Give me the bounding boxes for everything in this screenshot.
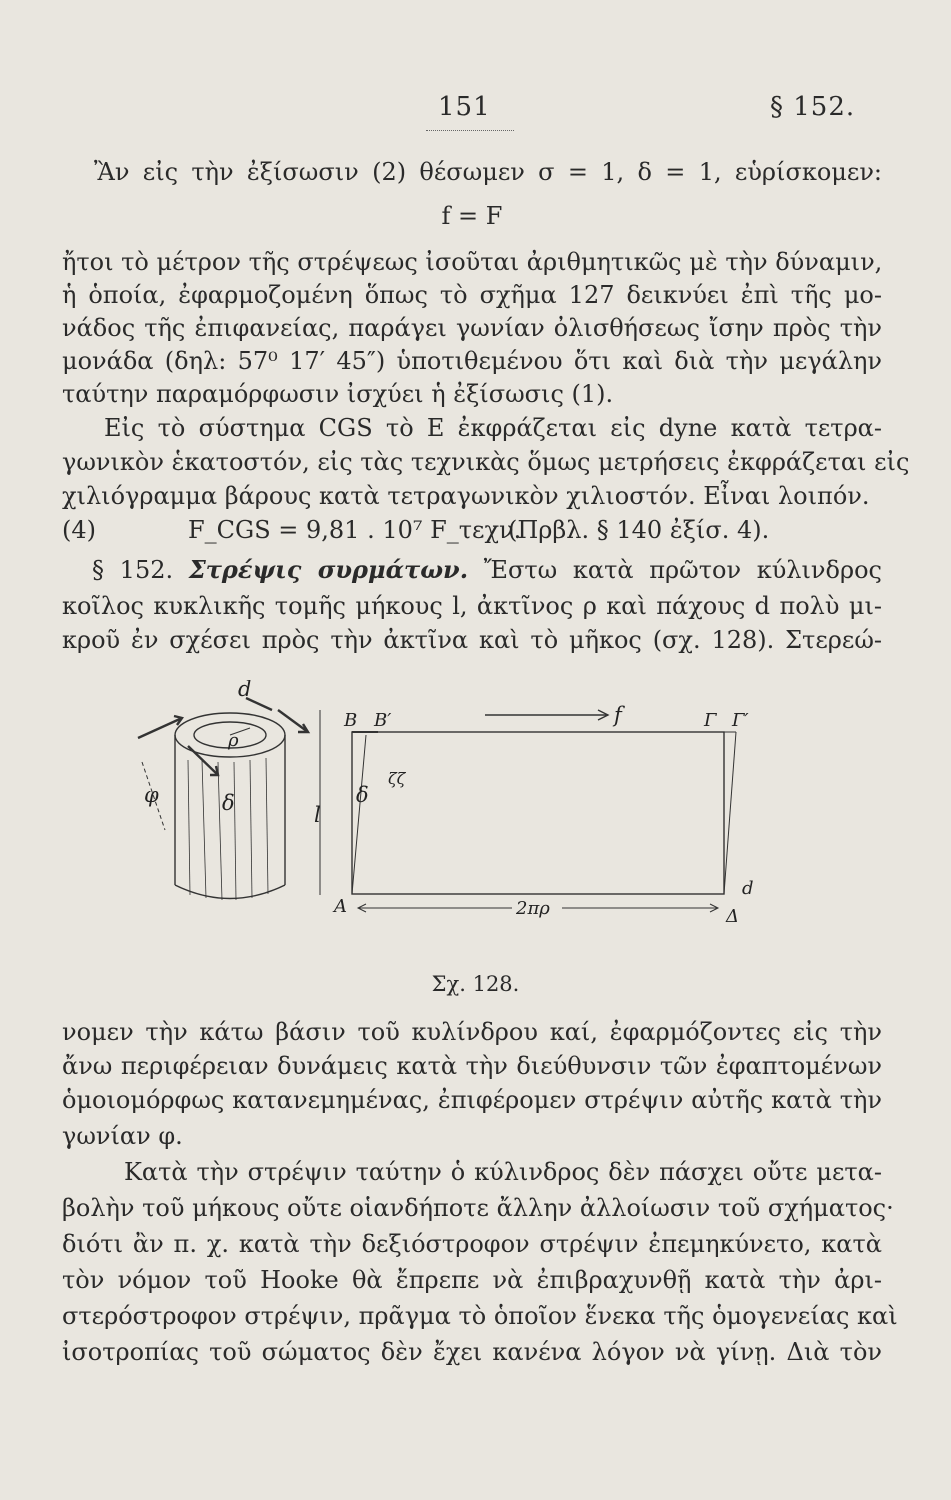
label-d-right: d (742, 878, 754, 899)
page-number: 151 (438, 92, 491, 122)
text-line: κοῖλος κυκλικῆς τομῆς μήκους l, ἀκτῖνος ρ καὶ πάχους d πολὺ μι- (62, 592, 882, 620)
equation-reference: (Πρβλ. § 140 ἐξίσ. 4). (508, 516, 770, 544)
text-line: τὸν νόμον τοῦ Hooke θὰ ἔπρεπε νὰ ἐπιβραχυνθῇ κατὰ τὴν ἀρι- (62, 1266, 882, 1294)
header-rule (426, 130, 514, 131)
label-Gamma-prime: Γ′ (732, 710, 749, 731)
label-B: B (344, 710, 358, 731)
unrolled-rectangle (352, 732, 724, 894)
equation-4: F_CGS = 9,81 . 10⁷ F_τεχν. (188, 516, 522, 544)
figure-caption: Σχ. 128. (431, 972, 520, 996)
text-line: Κατὰ τὴν στρέψιν ταύτην ὁ κύλινδρος δὲν πάσχει οὔτε μετα- (124, 1158, 882, 1186)
text-line: διότι ἂν π. χ. κατὰ τὴν δεξιόστροφον στρέψιν ἐπεμηκύνετο, κατὰ (62, 1230, 882, 1258)
section-heading-line (92, 554, 882, 586)
text-line: γωνικὸν ἑκατοστόν, εἰς τὰς τεχνικὰς ὅμως μετρήσεις ἐκφράζεται εἰς (62, 448, 910, 476)
text-line: χιλιόγραμμα βάρους κατὰ τετραγωνικὸν χιλιοστόν. Εἶναι λοιπόν. (62, 482, 870, 510)
label-2pi-rho: 2πρ (516, 898, 550, 919)
section-title: Στρέψις συρμάτων. (188, 555, 469, 584)
section-header: § 152. (770, 92, 856, 122)
text-line: Εἰς τὸ σύστημα CGS τὸ E ἐκφράζεται εἰς dyne κατὰ τετρα- (104, 414, 882, 442)
text-line: ἰσοτροπίας τοῦ σώματος δὲν ἔχει κανένα λόγον νὰ γίνῃ. Διὰ τὸν (62, 1338, 882, 1366)
label-l: l (314, 803, 321, 827)
text-line: ταύτην παραμόρφωσιν ἰσχύει ἡ ἐξίσωσις (1). (62, 380, 614, 408)
label-A: A (334, 896, 347, 917)
text-line: βολὴν τοῦ μήκους οὔτε οἱανδήποτε ἄλλην ἀλλοίωσιν τοῦ σχήματος· (62, 1194, 894, 1222)
label-Delta: Δ (726, 906, 739, 927)
sheared-left-edge (352, 735, 366, 894)
text-line: κροῦ ἐν σχέσει πρὸς τὴν ἀκτῖνα καὶ τὸ μῆκος (σχ. 128). Στερεώ- (62, 626, 882, 654)
figure-128 (130, 680, 790, 930)
text-line: ὁμοιομόρφως κατανεμημένας, ἐπιφέρομεν στρέψιν αὐτῆς κατὰ τὴν (62, 1086, 882, 1114)
text-line: νομεν τὴν κάτω βάσιν τοῦ κυλίνδρου καί, ἐφαρμόζοντες εἰς τὴν (62, 1018, 882, 1046)
text-line: στερόστροφον στρέψιν, πρᾶγμα τὸ ὁποῖον ἕνεκα τῆς ὁμογενείας καὶ (62, 1302, 898, 1330)
label-B-prime: B′ (374, 710, 392, 731)
text-line: νάδος τῆς ἐπιφανείας, παράγει γωνίαν ὀλισθήσεως ἴσην πρὸς τὴν (62, 314, 882, 342)
equation-f-F: f = F (441, 202, 503, 230)
label-f: f (614, 703, 622, 727)
label-zeta: ζζ (388, 769, 406, 788)
section-text: Ἔστω κατὰ πρῶτον κύλινδρος (483, 556, 882, 584)
text-line: ἄνω περιφέρειαν δυνάμεις κατὰ τὴν διεύθυνσιν τῶν ἐφαπτομένων (62, 1052, 882, 1080)
text-line: μονάδα (δηλ: 57⁰ 17′ 45″) ὑποτιθεμένου ὅτι καὶ διὰ τὴν μεγάλην (62, 347, 882, 375)
text-line: ἡ ὁποία, ἐφαρμοζομένη ὅπως τὸ σχῆμα 127 δεικνύει ἐπὶ τῆς μο- (62, 281, 882, 309)
label-Gamma: Γ (704, 710, 717, 731)
label-d-top: d (238, 680, 252, 701)
sheared-right-edge (724, 732, 736, 894)
label-delta-2: δ (356, 783, 369, 807)
text-line: Ἂν εἰς τὴν ἐξίσωσιν (2) θέσωμεν σ = 1, δ = 1, εὑρίσκομεν: (94, 158, 882, 186)
text-line: ἤτοι τὸ μέτρον τῆς στρέψεως ἰσοῦται ἀριθμητικῶς μὲ τὴν δύναμιν, (62, 248, 883, 276)
equation-number: (4) (62, 516, 96, 544)
cylinder-bottom-arc (175, 885, 285, 899)
label-rho: ρ (228, 730, 239, 751)
force-arrows (138, 698, 308, 775)
text-line: γωνίαν φ. (62, 1122, 183, 1150)
section-number: § 152. (92, 556, 174, 584)
label-phi: φ (144, 783, 159, 807)
label-delta: δ (222, 791, 235, 815)
cylinder-hatching (188, 758, 268, 900)
